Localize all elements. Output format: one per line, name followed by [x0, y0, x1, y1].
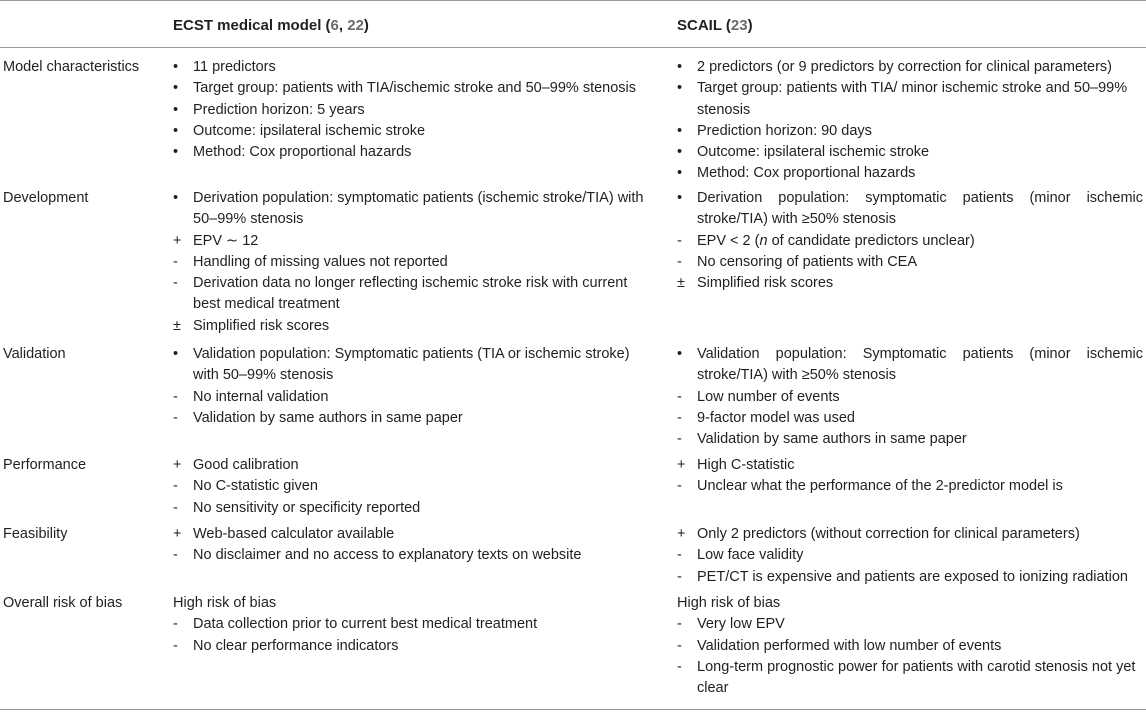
item-marker: • [173, 122, 179, 139]
item-text: Good calibration [193, 457, 299, 473]
item-text: High risk of bias [173, 595, 277, 611]
list-item [173, 316, 653, 337]
item-marker: • [173, 144, 179, 161]
item-text: No censoring of patients with CEA [697, 253, 918, 270]
item-text: High C-statistic [697, 457, 795, 473]
list-item [677, 142, 1143, 163]
list-item [173, 142, 653, 163]
item-text: Low number of events [697, 388, 840, 405]
item-text: 11 predictors [193, 59, 276, 75]
cell-scail [677, 593, 1143, 699]
item-marker: • [677, 346, 683, 362]
item-marker: • [677, 59, 683, 75]
item-text: Derivation population: symptomatic patients (ischemic stroke/TIA) with 50–99% stenosis [193, 190, 644, 228]
item-text: No sensitivity or specificity reported [193, 499, 421, 516]
item-text: Prediction horizon: 5 years [193, 101, 365, 118]
row-label: Model characteristics [3, 59, 140, 75]
item-marker: - [173, 499, 178, 516]
list-item [677, 387, 1143, 408]
item-text: Derivation population: symptomatic patients (minor ischemic stroke/TIA) with ≥50% stenosis [697, 190, 1143, 228]
row-label: Feasibility [3, 526, 68, 542]
item-text-part: of candidate predictors unclear) [767, 232, 975, 249]
list-item [677, 476, 1143, 497]
item-text: Low face validity [697, 547, 804, 564]
list-item [677, 593, 1143, 614]
list-item [173, 614, 653, 635]
cell-ecst [173, 524, 653, 567]
list-item [677, 121, 1143, 142]
item-marker: - [677, 616, 682, 633]
list-item [173, 636, 653, 657]
table-top-rule [0, 0, 1146, 1]
cell-scail [677, 524, 1143, 588]
item-marker: • [677, 122, 683, 139]
item-marker: - [677, 232, 682, 249]
item-marker: - [677, 388, 682, 405]
item-text: Derivation data no longer reflecting ischemic stroke risk with current best medical treatment [193, 275, 628, 313]
item-marker: - [173, 637, 178, 654]
list-item [173, 455, 653, 476]
item-text: No clear performance indicators [193, 637, 399, 654]
item-text: Outcome: ipsilateral ischemic stroke [697, 144, 930, 161]
item-marker: - [677, 253, 682, 270]
item-marker: + [173, 526, 182, 542]
cell-ecst [173, 455, 653, 519]
cell-ecst [173, 57, 653, 163]
item-marker: + [677, 526, 686, 542]
item-marker: - [173, 253, 178, 270]
list-item [173, 387, 653, 408]
item-text: Long-term prognostic power for patients with carotid stenosis not yet clear [697, 658, 1136, 697]
list-item [677, 636, 1143, 657]
list-item [677, 344, 1143, 387]
list-item [677, 57, 1143, 78]
row-label: Performance [3, 457, 87, 473]
list-item [677, 455, 1143, 476]
item-text: 9-factor model was used [697, 409, 855, 426]
row-label: Overall risk of bias [3, 595, 123, 611]
item-text-part: EPV < 2 ( [697, 232, 760, 249]
item-marker: • [677, 80, 683, 97]
list-item [677, 252, 1143, 273]
item-text: No internal validation [193, 388, 329, 405]
column-header-ecst: ECST medical model (6, 22) [173, 17, 369, 34]
item-text: Handling of missing values not reported [193, 253, 448, 270]
header-rule [0, 47, 1146, 48]
item-marker: + [173, 457, 182, 473]
cell-scail [677, 188, 1143, 294]
item-text: No disclaimer and no access to explanatory texts on website [193, 547, 582, 564]
item-text: Validation population: Symptomatic patients (minor ischemic stroke/TIA) with ≥50% stenosis [697, 346, 1143, 384]
list-item [677, 545, 1143, 566]
item-marker: • [173, 346, 179, 362]
item-marker: - [173, 275, 178, 292]
list-item [677, 78, 1143, 121]
item-text: No C-statistic given [193, 478, 318, 495]
item-marker: - [173, 478, 178, 495]
item-text: Validation by same authors in same paper [193, 409, 463, 426]
item-marker: - [677, 658, 682, 675]
list-item [173, 408, 653, 429]
cell-scail [677, 57, 1143, 185]
item-text: Target group: patients with TIA/ischemic stroke and 50–99% stenosis [193, 80, 637, 97]
cell-ecst [173, 593, 653, 657]
list-item [677, 163, 1143, 184]
list-item [173, 252, 653, 273]
list-item [173, 545, 653, 566]
item-marker: - [677, 547, 682, 564]
item-marker: • [173, 190, 179, 206]
list-item [173, 121, 653, 142]
item-text: PET/CT is expensive and patients are exposed to ionizing radiation [697, 568, 1128, 585]
item-text: High risk of bias [677, 595, 781, 611]
list-item [173, 273, 653, 316]
item-text: Only 2 predictors (without correction for clinical parameters) [697, 526, 1080, 542]
item-text: Method: Cox proportional hazards [193, 144, 412, 161]
item-marker: • [677, 190, 683, 206]
item-marker: • [173, 101, 179, 118]
list-item [173, 344, 653, 387]
cell-ecst [173, 188, 653, 337]
list-item [677, 231, 1143, 252]
list-item [173, 498, 653, 519]
item-marker: + [173, 232, 182, 249]
item-marker: • [173, 59, 179, 75]
list-item [173, 57, 653, 78]
item-text [697, 231, 1143, 252]
list-item [677, 657, 1143, 700]
item-marker: ± [677, 275, 685, 292]
cell-scail [677, 455, 1143, 498]
list-item [173, 231, 653, 252]
list-item [677, 429, 1143, 450]
item-marker: • [173, 80, 179, 97]
list-item [677, 614, 1143, 635]
item-text: Simplified risk scores [193, 317, 330, 334]
list-item [173, 188, 653, 231]
list-item [173, 524, 653, 545]
cell-ecst [173, 344, 653, 429]
list-item [677, 524, 1143, 545]
table-bottom-rule [0, 709, 1146, 710]
item-marker: • [677, 165, 683, 182]
item-marker: ± [173, 317, 181, 334]
list-item [173, 78, 653, 99]
item-text: Method: Cox proportional hazards [697, 165, 916, 182]
item-marker: • [677, 144, 683, 161]
item-text: 2 predictors (or 9 predictors by correction for clinical parameters) [697, 59, 1113, 75]
item-marker: + [677, 457, 686, 473]
item-text: Validation population: Symptomatic patients (TIA or ischemic stroke) with 50–99% stenosis [193, 346, 630, 384]
item-text: Web-based calculator available [193, 526, 395, 542]
ref-link-22[interactable]: 22 [347, 17, 364, 34]
item-text: Prediction horizon: 90 days [697, 122, 872, 139]
list-item [173, 476, 653, 497]
list-item [173, 593, 653, 614]
item-text: EPV ∼ 12 [193, 232, 259, 249]
item-text: Target group: patients with TIA/ minor ischemic stroke and 50–99% stenosis [697, 80, 1128, 118]
item-marker: - [677, 637, 682, 654]
ref-link-6[interactable]: 6 [330, 17, 339, 34]
cell-scail [677, 344, 1143, 450]
list-item [677, 567, 1143, 588]
list-item [677, 188, 1143, 231]
item-text: Validation by same authors in same paper [697, 431, 967, 448]
item-marker: - [677, 478, 682, 495]
item-marker: - [677, 409, 682, 426]
item-text-italic: n [759, 232, 768, 249]
item-marker: - [677, 431, 682, 448]
ref-link-23[interactable]: 23 [730, 17, 748, 34]
row-label: Development [3, 190, 89, 206]
item-marker: - [173, 388, 178, 405]
item-marker: - [173, 547, 178, 564]
item-marker: - [173, 409, 178, 426]
item-text: Very low EPV [697, 616, 785, 633]
list-item [677, 408, 1143, 429]
row-label: Validation [3, 346, 66, 362]
list-item [677, 273, 1143, 294]
item-text: Unclear what the performance of the 2-predictor model is [697, 478, 1063, 495]
item-text: Data collection prior to current best medical treatment [193, 616, 538, 633]
list-item [173, 100, 653, 121]
item-text: Simplified risk scores [697, 275, 834, 292]
item-text: Validation performed with low number of events [697, 637, 1002, 654]
item-marker: - [173, 616, 178, 633]
column-header-scail: SCAIL (23) [677, 17, 753, 34]
item-marker: - [677, 568, 682, 585]
item-text: Outcome: ipsilateral ischemic stroke [193, 122, 426, 139]
